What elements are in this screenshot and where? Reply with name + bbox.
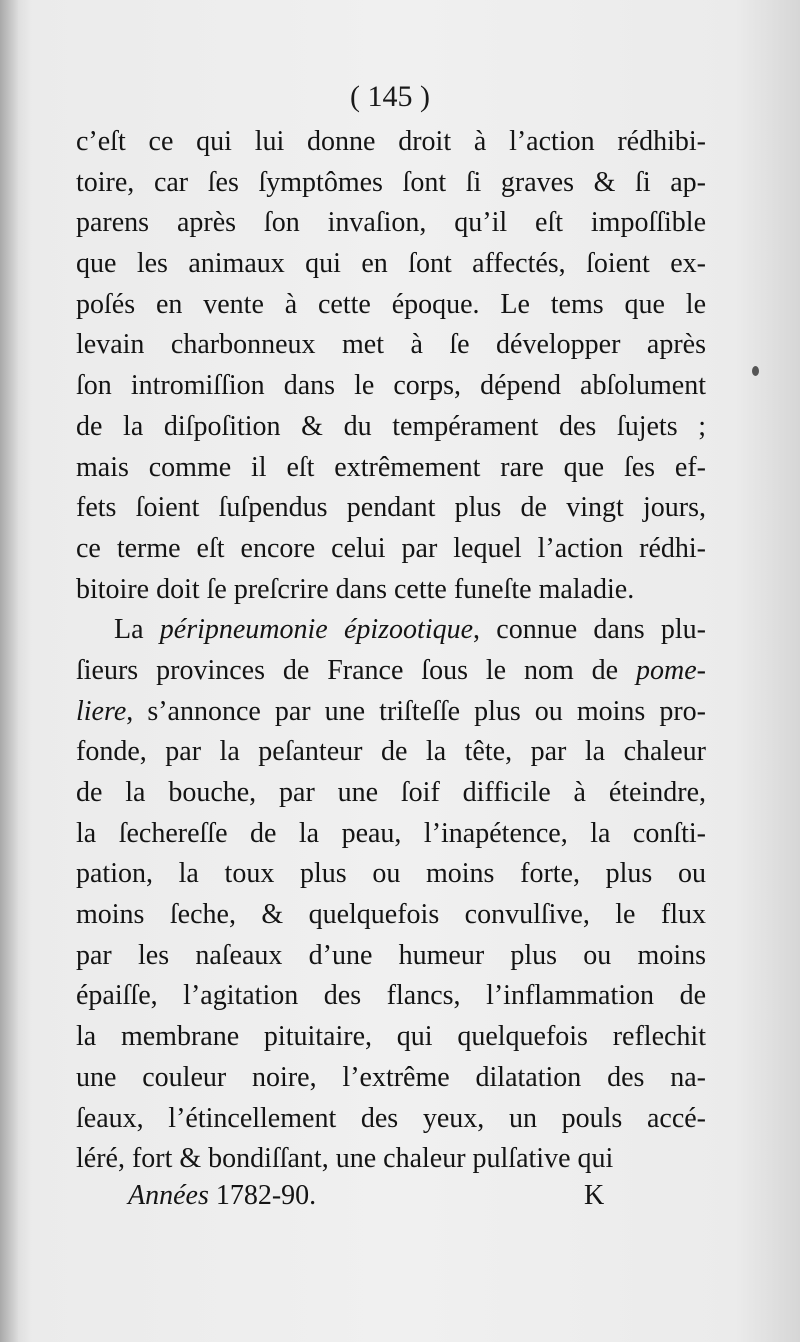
text-segment: léré, fort & bondiſſant, une chaleur pulſative qui [76,1143,614,1175]
text-line [76,1017,706,1058]
text-line [76,407,706,448]
text-segment: de la bouche, par une ſoif difficile à éteindre, [76,777,706,808]
text-segment: la membrane pituitaire, qui quelquefois reflechit [76,1021,706,1053]
text-line [76,732,706,773]
text-segment: ſon intromiſſion dans le corps, dépend abſolument [76,370,706,402]
text-segment: fets ſoient ſuſpendus pendant plus de vingt jours, [76,492,706,524]
text-line [76,773,706,814]
text-line [76,203,706,244]
italic-segment: péripneumonie épizootique [159,614,474,646]
text-line [76,651,706,692]
text-line [76,976,706,1017]
text-segment: , s’annonce par une triſteſſe plus ou moins pro- [126,695,706,727]
footer-annees: Années [128,1180,209,1211]
text-segment: ſieurs provinces de France ſous le nom de [76,654,637,686]
text-segment: bitoire doit ſe preſcrire dans cette funeſte maladie. [76,573,635,605]
footer-running-title [128,1180,316,1212]
text-segment: La [114,614,160,646]
text-line [76,1099,706,1140]
text-line [76,610,706,651]
text-segment: toire, car ſes ſymptômes ſont ſi graves & ſi ap- [76,166,706,198]
text-line [76,814,706,855]
text-line [76,854,706,895]
text-segment: la ſechereſſe de la peau, l’inapétence, la conſti- [76,817,706,849]
text-line [76,122,706,163]
italic-segment: pome- [636,654,706,686]
text-line [76,163,706,204]
page-footer [0,1180,800,1220]
text-segment: , connue dans plu- [473,614,706,646]
page-number: ( 145 ) [350,80,430,113]
text-segment: ce terme eſt encore celui par lequel l’action rédhi- [76,532,706,564]
text-segment: de la diſpoſition & du tempérament des ſujets ; [76,410,706,442]
text-line [76,936,706,977]
text-segment: moins ſeche, & quelquefois convulſive, le flux [76,899,706,931]
text-line [76,285,706,326]
text-line [76,1058,706,1099]
text-line [76,366,706,407]
text-line [76,244,706,285]
signature-mark: K [584,1180,605,1211]
text-line [76,325,706,366]
footer-years: 1782-90. [215,1180,317,1211]
page-gutter-shadow [0,0,18,1342]
text-segment: pation, la toux plus ou moins forte, plus ou [76,858,706,890]
text-segment: une couleur noire, l’extrême dilatation des na- [76,1061,706,1093]
text-line [76,570,706,611]
italic-segment: liere [76,695,127,727]
text-line [76,529,706,570]
text-segment: épaiſſe, l’agitation des flancs, l’inflammation de [76,980,706,1012]
text-segment: par les naſeaux d’une humeur plus ou moins [76,939,706,971]
text-line [76,448,706,489]
text-segment: mais comme il eſt extrêmement rare que ſes ef- [76,451,706,483]
ink-speck [752,366,759,376]
text-segment: poſés en vente à cette époque. Le tems que le [76,288,706,320]
text-segment: parens après ſon invaſion, qu’il eſt impoſſible [76,207,706,239]
text-segment: fonde, par la peſanteur de la tête, par la chaleur [76,736,706,768]
text-segment: ſeaux, l’étincellement des yeux, un pouls accé- [76,1102,706,1134]
text-line [76,1139,706,1180]
text-segment: c’eſt ce qui lui donne droit à l’action rédhibi- [76,126,706,157]
text-line [76,692,706,733]
body-text [76,122,706,1180]
text-segment: levain charbonneux met à ſe développer après [76,329,706,361]
text-line [76,488,706,529]
text-line [76,895,706,936]
text-segment: que les animaux qui en ſont affectés, ſoient ex- [76,248,706,280]
